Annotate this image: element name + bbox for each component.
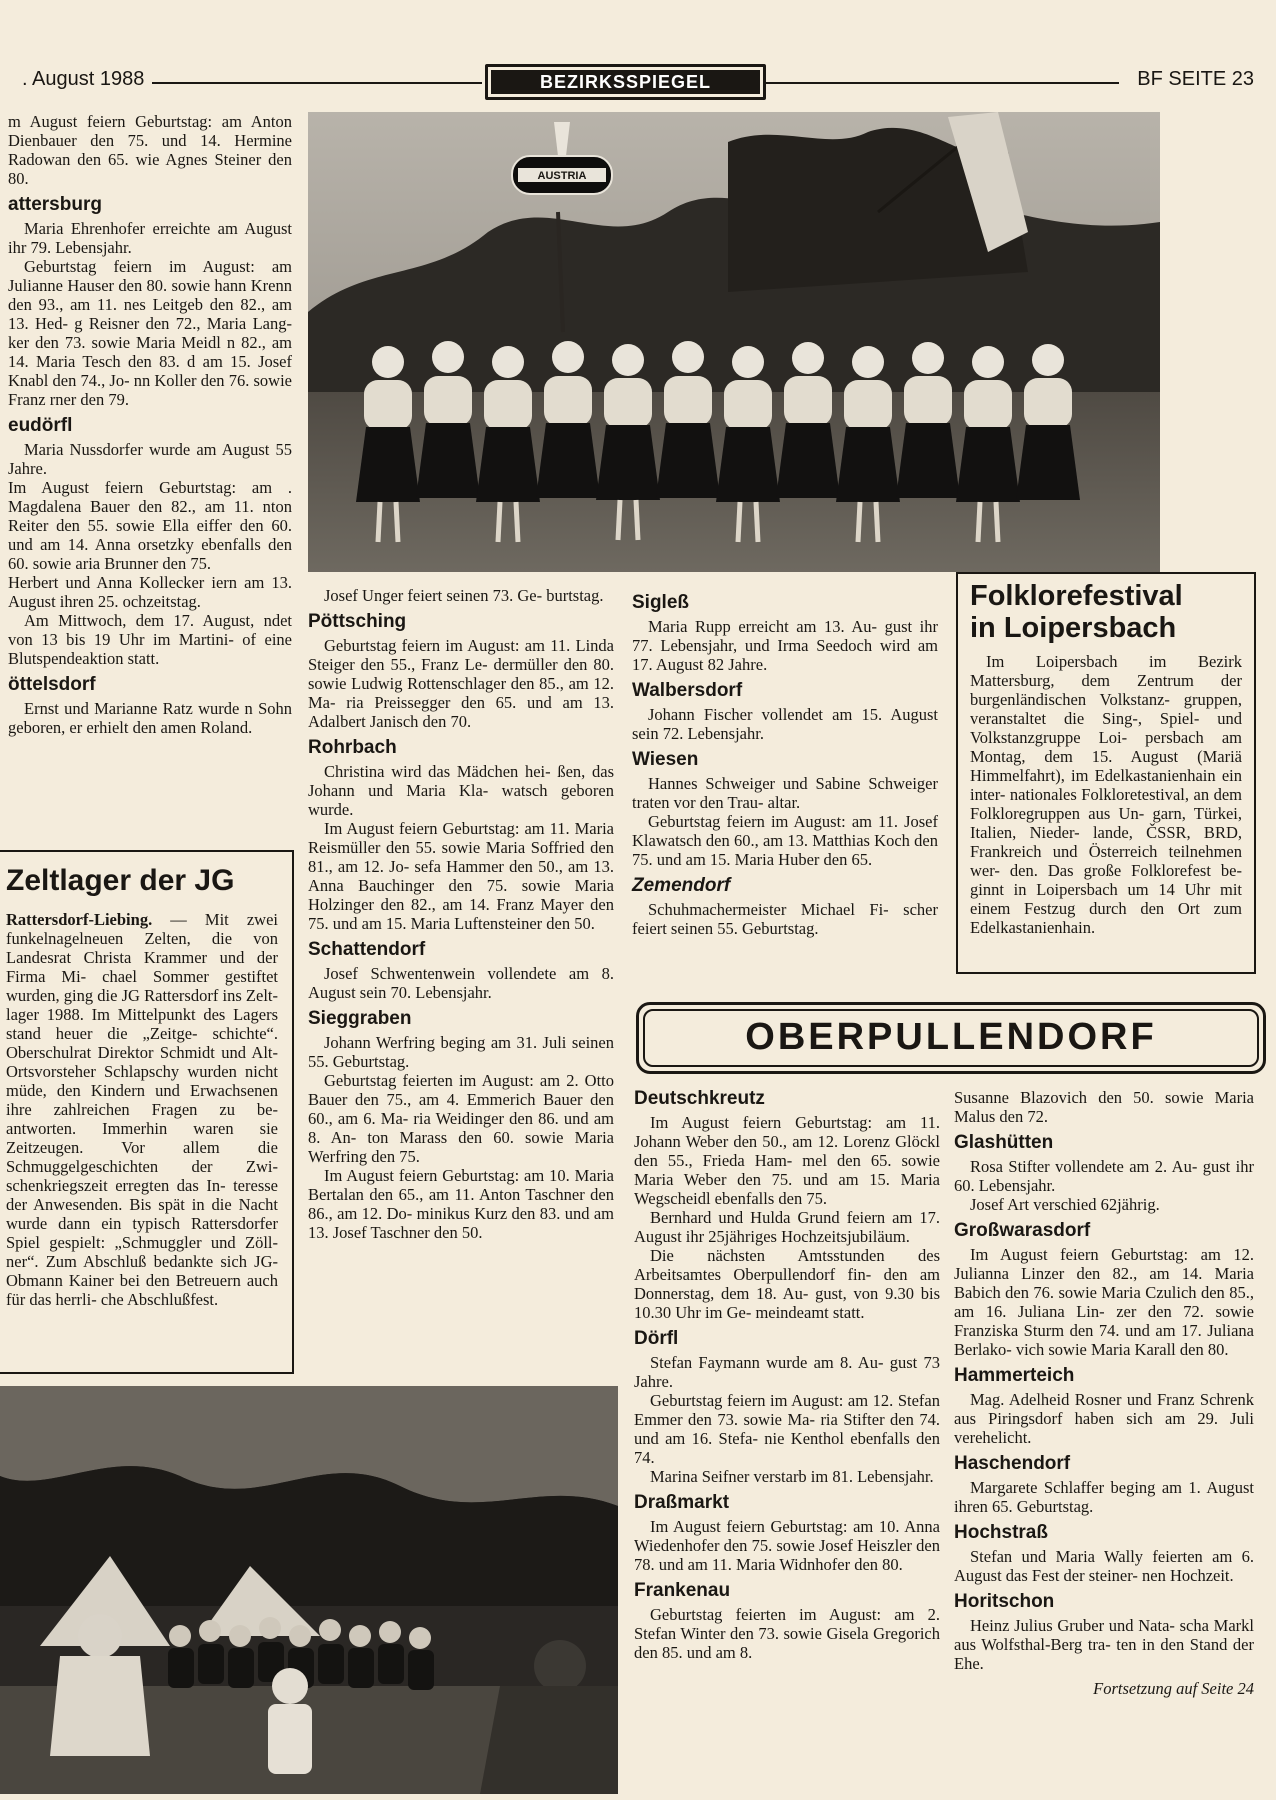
folklore-body	[970, 652, 1242, 937]
page-header	[0, 68, 1276, 100]
paragraph: Marina Seifner verstarb im 81. Lebensjahr.	[650, 1467, 934, 1486]
left-column	[8, 112, 292, 737]
paragraph: Josef Art verschied 62jährig.	[970, 1195, 1160, 1214]
paragraph: Heinz Julius Gruber und Nata- scha Markl aus Wolfsthal-Berg tra- ten in den Stand der Ehe.	[954, 1616, 1254, 1673]
section-heading: Deutschkreutz	[634, 1088, 765, 1109]
folklore-box	[956, 572, 1256, 974]
paragraph: Die nächsten Amtsstunden des Arbeitsamtes Oberpullendorf fin- den am Donnerstag, dem 18. Au- gust, von 9.30 bis 10.30 Uhr im Ge- meindeamt statt.	[634, 1246, 940, 1322]
paragraph: Geburtstag feierten im August: am 2. Otto Bauer den 75., am 4. Emmerich Bauer den 60., am 6. Ma- ria Weidinger den 86. und am 8. An- ton Marass den 60. sowie Maria Werfring den 75.	[308, 1071, 614, 1166]
paragraph: Christina wird das Mädchen hei- ßen, das Johann und Maria Kla- watsch geboren wurde.	[308, 762, 614, 819]
section-heading: Hochstraß	[954, 1522, 1048, 1543]
section-title: BEZIRKSSPIEGEL	[491, 70, 760, 94]
issue-date: . August 1988	[22, 68, 145, 90]
paragraph: Stefan Faymann wurde am 8. Au- gust 73 Jahre.	[634, 1353, 940, 1391]
paragraph: Maria Ehrenhofer erreichte am August ihr 79. Lebensjahr.	[8, 219, 292, 257]
paragraph: Schuhmachermeister Michael Fi- scher feiert seinen 55. Geburtstag.	[632, 900, 938, 938]
folklore-title-line2: in Loipersbach	[970, 612, 1177, 644]
section-heading: Dörfl	[634, 1328, 679, 1349]
third-column	[632, 586, 938, 938]
zeltlager-box	[0, 850, 294, 1374]
section-heading: Pöttsching	[308, 611, 407, 632]
paragraph: Ernst und Marianne Ratz wurde n Sohn geboren, er erhielt den amen Roland.	[8, 699, 292, 737]
paragraph: Geburtstag feiern im August: am 11. Linda Steiger den 55., Franz Le- dermüller den 80. sowie Ludwig Rottenschlager den 85., am 12. Ma- ria Preissegger den 65. und am 13. Adalbert Janisch den 70.	[308, 636, 614, 731]
folklore-text: Im Loipersbach im Bezirk Mattersburg, dem Zentrum der burgenländischen Volkstanz- gruppen, veranstaltet die Sing-, Spiel- und Volkstanzgruppe Loi- persbach am Montag, dem 15. August (Mariä Himmelfahrt), im Edelkastanienhain ein inter- nationales Folkloretestival, an dem Folkloregruppen aus Un- garn, Türkei, Italien, Nieder- lande, ČSSR, BRD, Frankreich und Österreich teilnehmen wer- den. Das große Folklorefest be- ginnt in Loipersbach um 14 Uhr mit einem Festzug durch den Ort zum Edelkastanienhain.	[970, 652, 1242, 937]
paragraph: Bernhard und Hulda Grund feiern am 17. August ihr 25jähriges Hochzeitsjubiläum.	[634, 1208, 940, 1246]
section-heading: Sieggraben	[308, 1008, 412, 1029]
paragraph: Rosa Stifter vollendete am 2. Au- gust ihr 60. Lebensjahr.	[954, 1157, 1254, 1195]
zeltlager-body	[6, 910, 278, 1309]
section-heading: Schattendorf	[308, 939, 426, 960]
section-heading: Sigleß	[632, 592, 690, 613]
paragraph: Geburtstag feiern im August: am 11. Josef Klawatsch den 60., am 13. Matthias Koch den 75. und am 15. Maria Huber den 65.	[632, 812, 938, 869]
zeltlager-title: Zeltlager der JG	[6, 864, 235, 897]
sign-text: AUSTRIA	[537, 170, 587, 182]
section-heading: eudörfl	[8, 415, 73, 436]
section-heading: Rohrbach	[308, 737, 397, 758]
section-heading: Hammerteich	[954, 1365, 1075, 1386]
section-heading: attersburg	[8, 194, 102, 215]
paragraph: Stefan und Maria Wally feierten am 6. August das Fest der steiner- nen Hochzeit.	[954, 1547, 1254, 1585]
header-rule-right	[764, 82, 1119, 84]
zeltlager-dateline: Rattersdorf-Liebing.	[6, 910, 153, 929]
paragraph: Maria Nussdorfer wurde am August 55 Jahre.	[8, 440, 292, 478]
middle-intro: Josef Unger feiert seinen 73. Ge- burtstag.	[324, 586, 604, 605]
left-intro: m August feiern Geburtstag: am Anton Dienbauer den 75. und 14. Hermine Radowan den 65. wie Agnes Steiner den 80.	[8, 112, 292, 188]
section-heading: Walbersdorf	[632, 680, 743, 701]
paragraph: Mag. Adelheid Rosner und Franz Schrenk aus Piringsdorf haben sich am 29. Juli verehelicht.	[954, 1390, 1254, 1447]
paragraph: Hannes Schweiger und Sabine Schweiger traten vor den Trau- altar.	[632, 774, 938, 812]
paragraph: Josef Schwentenwein vollendete am 8. August sein 70. Lebensjahr.	[308, 964, 614, 1002]
folklore-title-line1: Folklorefestival	[970, 580, 1183, 612]
section-heading: Wiesen	[632, 749, 699, 770]
folk-dance-group-photo	[308, 112, 1160, 572]
paragraph: Im August feiern Geburtstag: am 11. Johann Weber den 50., am 12. Lorenz Glöckl den 55., Frieda Ham- mel den 65. sowie Maria Weber den 75. und am 15. Maria Wegscheidl ebenfalls den 75.	[634, 1113, 940, 1208]
zeltlager-text: — Mit zwei funkelnagelneuen Zelten, die von Landesrat Christa Krammer und der Firma Mi- chael Sommer gestiftet wurden, ging die JG Rattersdorf ins Zelt- lager 1988. Im Mittelpunkt des Lagers stand heuer die „Zeitge- schichte“. Oberschulrat Direktor Schmidt und Alt-Ortsvorsteher Schlapschy wurden nicht müde, den Kindern und Erwachsenen ihre zahlreichen Fragen zu be- antworten. Immerhin waren sie Zeitzeugen. Vor allem die Schmuggelgeschichten der Zwi- schenkriegszeit erregten das In- teresse der Anwesenden. Bis spät in die Nacht wurde dann ein typisch Rattersdorfer Spiel gespielt: „Schmuggler und Zöll- ner“. Zum Abschluß bedankte sich JG-Obmann Kainer bei den Betreuern auch für das herrli- che Abschlußfest.	[6, 910, 278, 1309]
section-heading: Horitschon	[954, 1591, 1055, 1612]
camp-photo-illustration	[0, 1386, 618, 1794]
header-rule-left	[152, 82, 482, 84]
paragraph: Margarete Schlaffer beging am 1. August ihren 65. Geburtstag.	[954, 1478, 1254, 1516]
section-heading: Frankenau	[634, 1580, 731, 1601]
paragraph: Im August feiern Geburtstag: am 11. Maria Reismüller den 55. sowie Maria Soffried den 81., am 12. Jo- sefa Hammer den 50., am 13. Anna Bauchinger den 75. sowie Maria Holzinger den 82., am 14. Franz Mayer den 75. und am 15. Maria Luftensteiner den 50.	[308, 819, 614, 933]
paragraph: Geburtstag feiern im August: am Julianne Hauser den 80. sowie hann Krenn den 93., am 11. nes Leitgeb den 82., am 13. Hed- g Reisner den 72., Maria Lang- ker den 73. sowie Maria Meidl n 82., am 14. Maria Tesch den 83. d am 15. Josef Knabl den 74., Jo- nn Koller den 76. sowie Franz rner den 79.	[8, 257, 292, 409]
section-heading: Glashütten	[954, 1132, 1054, 1153]
paragraph: Johann Fischer vollendet am 15. August sein 72. Lebensjahr.	[632, 705, 938, 743]
photo-illustration	[308, 112, 1160, 572]
middle-column	[308, 586, 614, 1242]
paragraph: Im August feiern Geburtstag: am 12. Julianna Linzer den 82., am 14. Maria Babich den 76. sowie Maria Czulich den 85., am 16. Juliana Lin- zer den 72. sowie Franziska Sturm den 74. und am 17. Juliana Berlako- vich sowie Maria Karall den 80.	[954, 1245, 1254, 1359]
oberpullendorf-column-1	[634, 1082, 940, 1662]
continuation-note: Fortsetzung auf Seite 24	[1093, 1679, 1254, 1698]
district-banner	[636, 1002, 1266, 1074]
section-heading: Draßmarkt	[634, 1492, 730, 1513]
camp-evening-photo	[0, 1386, 618, 1794]
paragraph: Im August feiern Geburtstag: am 10. Anna Wiedenhofer den 75. sowie Josef Heiszler den 78. und am 11. Maria Widnhofer den 80.	[634, 1517, 940, 1574]
paragraph: Geburtstag feierten im August: am 2. Stefan Winter den 73. sowie Gisela Gregorich den 85. und am 8.	[634, 1605, 940, 1662]
section-heading: Haschendorf	[954, 1453, 1071, 1474]
col2-intro: Susanne Blazovich den 50. sowie Maria Malus den 72.	[954, 1088, 1254, 1126]
paragraph: Geburtstag feiern im August: am 12. Stefan Emmer den 73. sowie Ma- ria Stifter den 74. und am 16. Stefa- nie Kenthol ebenfalls den 74.	[634, 1391, 940, 1467]
section-heading: Zemendorf	[632, 875, 731, 896]
section-heading: öttelsdorf	[8, 674, 96, 695]
section-title-box	[485, 64, 766, 100]
paragraph: Am Mittwoch, dem 17. August, ndet von 13 bis 19 Uhr im Martini- of eine Blutspendeaktion statt.	[8, 611, 292, 668]
section-heading: Großwarasdorf	[954, 1220, 1091, 1241]
oberpullendorf-column-2	[954, 1088, 1254, 1698]
district-title: OBERPULLENDORF	[745, 1016, 1157, 1058]
paragraph: Im August feiern Geburtstag: am . Magdalena Bauer den 82., am 11. nton Reiter den 55. sowie Ella eiffer den 60. und am 14. Anna orsetzky ebenfalls den 60. sowie aria Brunner den 75.	[8, 478, 292, 573]
paragraph: Im August feiern Geburtstag: am 10. Maria Bertalan den 65., am 11. Anton Taschner den 86., am 12. Do- minikus Kurz den 83. und am 13. Josef Taschner den 50.	[308, 1166, 614, 1242]
paragraph: Johann Werfring beging am 31. Juli seinen 55. Geburtstag.	[308, 1033, 614, 1071]
paragraph: Maria Rupp erreicht am 13. Au- gust ihr 77. Lebensjahr, und Irma Seedoch wird am 17. August 82 Jahre.	[632, 617, 938, 674]
paragraph: Herbert und Anna Kollecker iern am 13. August ihren 25. ochzeitstag.	[8, 573, 292, 611]
page-number: BF SEITE 23	[1137, 68, 1254, 90]
